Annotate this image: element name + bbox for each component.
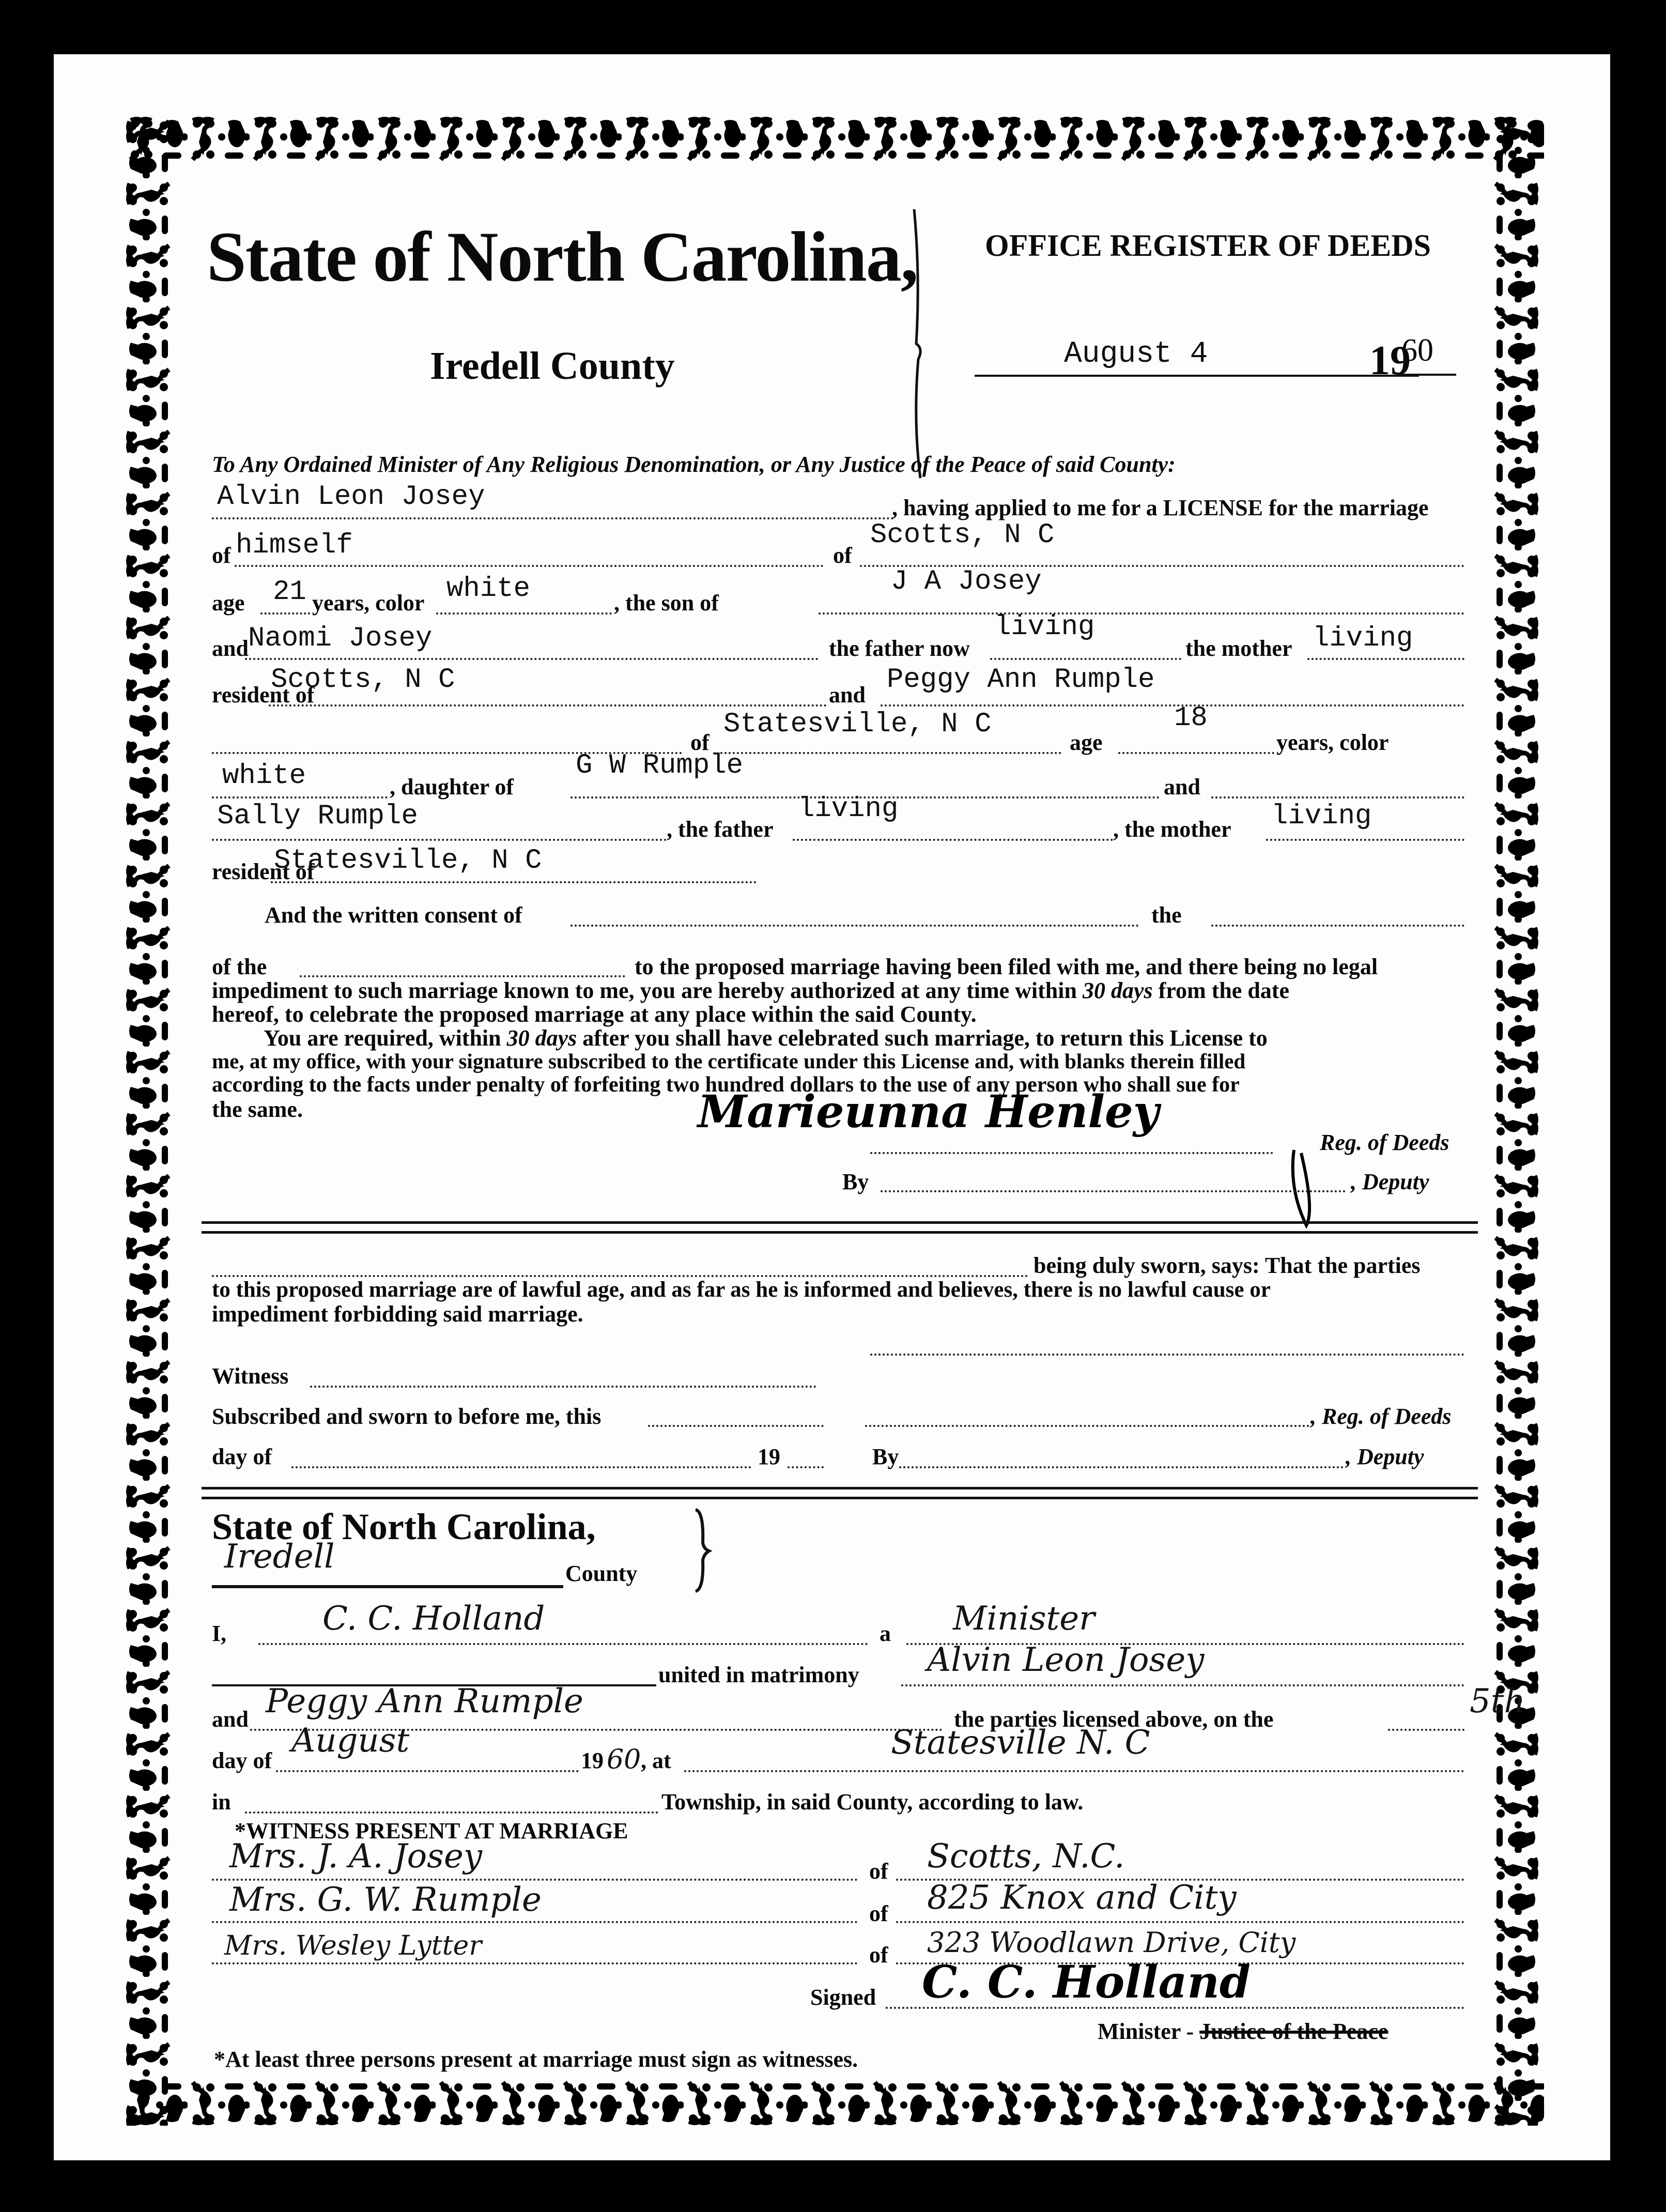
father-now-label: the father now — [829, 636, 970, 661]
county-title: Iredell County — [430, 344, 675, 388]
para2-line1b: after you shall have celebrated such marriage, to return this License to — [582, 1025, 1268, 1051]
applicant-line — [212, 517, 894, 519]
sworn-text: being duly sworn, says: That the parties — [1033, 1253, 1421, 1278]
reg-of-deeds-label-2: , Reg. of Deeds — [1310, 1404, 1452, 1429]
affidavit-line2: to this proposed marriage are of lawful age, and as far as he is informed and believes, there is no lawful cause or — [212, 1278, 1271, 1302]
para1-line2 — [212, 977, 1289, 1004]
by-line — [881, 1190, 1346, 1192]
and-label-2: and — [829, 682, 866, 708]
para2-line3: according to the facts under penalty of forfeiting two hundred dollars to the use of any person who shall sue for — [212, 1073, 1240, 1097]
by-label: By — [842, 1169, 869, 1194]
year-prefix: 19 — [1369, 338, 1411, 383]
minister-label-row — [1098, 2018, 1388, 2045]
bride-age: 18 — [1174, 702, 1208, 734]
state-title: State of North Carolina, — [207, 217, 918, 296]
groom-color: white — [446, 573, 531, 605]
groom-parents-residence: Scotts, N C — [271, 664, 455, 696]
witness-1-address: Scotts, N.C. — [927, 1837, 1125, 1876]
ornamental-border-bottom — [126, 2080, 1544, 2126]
office-title: OFFICE REGISTER OF DEEDS — [985, 228, 1431, 263]
signed-line — [886, 2007, 1464, 2009]
subscribed-label: Subscribed and sworn to before me, this — [212, 1404, 601, 1429]
issue-date: August 4 — [1064, 337, 1208, 371]
certificate-county-label: County — [565, 1561, 638, 1586]
of-label-3: of — [690, 730, 709, 755]
son-of-label: , the son of — [614, 590, 719, 616]
witness-1-of: of — [869, 1858, 888, 1884]
officiant-title: Minister — [953, 1600, 1095, 1638]
of-the-label: of the — [212, 954, 267, 979]
year-line — [1398, 374, 1456, 376]
bride-father-status-line — [793, 839, 1113, 841]
of-label: of — [212, 543, 231, 568]
para1-30days: 30 days — [1082, 978, 1153, 1003]
witness-line — [310, 1386, 816, 1388]
marriage-year: 60 — [607, 1744, 641, 1775]
witness-3-name: Mrs. Wesley Lytter — [224, 1930, 482, 1961]
groom-mother: Naomi Josey — [248, 623, 433, 654]
issue-date-line — [975, 375, 1419, 377]
officiant-name: C. C. Holland — [322, 1600, 545, 1638]
signed-label: Signed — [810, 1985, 876, 2010]
bride-residence: Statesville, N C — [723, 709, 992, 740]
groom-father-status-line — [990, 658, 1181, 660]
para1-line2a: impediment to such marriage known to me, you are hereby authorized at any time within — [212, 978, 1077, 1003]
at-label: , at — [641, 1748, 671, 1773]
bride-name-line — [881, 704, 1464, 706]
reg-deeds-line-2 — [865, 1425, 1309, 1427]
bride-color: white — [222, 760, 306, 792]
affiant-signature-line — [870, 1354, 1464, 1356]
by-label-2: By — [872, 1444, 899, 1469]
bride-age-line — [1118, 752, 1274, 754]
deputy-label-2: , Deputy — [1346, 1444, 1424, 1469]
groom-age-line — [260, 612, 310, 615]
bride-mother-line — [212, 839, 667, 841]
para1-line1: to the proposed marriage having been filed with me, and there being no legal — [635, 954, 1378, 979]
certificate-state-title: State of North Carolina, — [212, 1506, 596, 1547]
register-line — [870, 1152, 1273, 1154]
marriage-month: August — [291, 1722, 410, 1760]
applied-text: , having applied to me for a LICENSE for the marriage — [892, 495, 1429, 520]
resident-of-label: resident of — [212, 682, 315, 708]
township-line — [245, 1811, 658, 1814]
the-mother-label-2: , the mother — [1113, 817, 1231, 842]
witness-2-line — [212, 1921, 858, 1923]
signature-flourish — [1284, 1148, 1325, 1231]
bride-parents-residence: Statesville, N C — [274, 845, 542, 877]
para2-30days: 30 days — [506, 1025, 577, 1051]
header-brace — [909, 204, 930, 483]
groom-mother-line — [245, 658, 819, 660]
bride-father: G W Rumple — [576, 750, 744, 781]
section-divider-2 — [202, 1487, 1478, 1499]
marriage-place: Statesville N. C — [891, 1724, 1150, 1762]
witness-heading: *WITNESS PRESENT AT MARRIAGE — [235, 1818, 628, 1844]
para2-line1a: You are required, within — [264, 1025, 501, 1051]
reg-of-deeds-label: Reg. of Deeds — [1320, 1130, 1449, 1155]
ornamental-border-top — [126, 116, 1544, 162]
groom-mother-status: living — [1313, 623, 1413, 654]
ornamental-border-left — [126, 116, 171, 2126]
para2-line4: the same. — [212, 1097, 303, 1122]
groom-mother-status-line — [1307, 658, 1464, 660]
footnote: *At least three persons present at marriage must sign as witnesses. — [214, 2047, 858, 2072]
certificate-county-value: Iredell — [224, 1538, 335, 1576]
witness-2-of: of — [869, 1901, 888, 1926]
consent-line — [570, 925, 1139, 927]
officiant-signature: C. C. Holland — [922, 1956, 1251, 2008]
the-mother-label: the mother — [1185, 636, 1292, 661]
witness-1-name: Mrs. J. A. Josey — [229, 1837, 482, 1876]
para2-line2: me, at my office, with your signature subscribed to the certificate under this License and, with blanks therein filled — [212, 1049, 1246, 1073]
justice-label-struck: Justice of the Peace — [1199, 2019, 1389, 2044]
groom-father-line — [819, 612, 1464, 615]
daughter-of-label: , daughter of — [390, 774, 514, 800]
affidavit-line3: impediment forbidding said marriage. — [212, 1301, 583, 1327]
years-color-label: years, color — [312, 590, 425, 616]
groom-ref: himself — [236, 530, 353, 561]
certificate-and-label: and — [212, 1707, 249, 1732]
united-label: united in matrimony — [658, 1662, 859, 1687]
groom-parents-residence-line — [269, 704, 827, 706]
groom-age: 21 — [273, 576, 306, 608]
section-divider-1 — [202, 1221, 1478, 1234]
officiant-line — [258, 1643, 868, 1645]
groom-color-line — [436, 612, 612, 615]
bride-mother: Sally Rumple — [217, 801, 418, 832]
parties-label: the parties licensed above, on the — [954, 1707, 1274, 1732]
certificate-bride: Peggy Ann Rumple — [266, 1682, 583, 1721]
document-paper — [54, 54, 1610, 2160]
by-line-2 — [899, 1466, 1344, 1468]
certificate-brace — [692, 1507, 713, 1594]
i-label: I, — [212, 1621, 227, 1646]
marriage-place-line — [684, 1770, 1464, 1772]
bride-name: Peggy Ann Rumple — [887, 664, 1155, 696]
groom-ref-line — [235, 565, 824, 567]
witness-2-address-line — [896, 1921, 1464, 1923]
bride-parents-residence-line — [271, 881, 757, 883]
a-label: a — [880, 1621, 891, 1646]
groom-father-status: living — [994, 611, 1095, 643]
certificate-county-line — [212, 1585, 563, 1588]
day-of-label: day of — [212, 1444, 272, 1469]
the-father-label: , the father — [667, 817, 774, 842]
resident-of-label-2: resident of — [212, 859, 315, 884]
para1-line3: hereof, to celebrate the proposed marriage at any place within the said County. — [212, 1002, 977, 1027]
para1-line2b: from the date — [1158, 978, 1289, 1003]
applicant-name: Alvin Leon Josey — [217, 481, 485, 513]
year-suffix: 60 — [1401, 333, 1433, 368]
ornamental-border-right — [1493, 116, 1539, 2126]
groom-residence: Scotts, N C — [870, 519, 1055, 551]
marriage-month-line — [276, 1770, 579, 1772]
of-label-2: of — [833, 543, 852, 568]
witness-2-name: Mrs. G. W. Rumple — [229, 1881, 542, 1919]
deputy-label: , Deputy — [1351, 1169, 1429, 1194]
year-line-2 — [788, 1466, 824, 1468]
and-label-3: and — [1164, 774, 1200, 800]
township-label: Township, in said County, according to law. — [661, 1789, 1084, 1815]
year-label: 19 — [758, 1444, 780, 1469]
certificate-day-of-label: day of — [212, 1748, 272, 1773]
consent-the-line — [1211, 925, 1464, 927]
witness-3-address: 323 Woodlawn Drive, City — [927, 1926, 1296, 1959]
bride-color-line — [212, 796, 388, 798]
marriage-day: 5th — [1470, 1682, 1525, 1721]
bride-father-status: living — [798, 793, 899, 825]
subscribed-line — [648, 1425, 824, 1427]
minister-label: Minister - — [1098, 2019, 1194, 2044]
register-signature: Marieunna Henley — [698, 1086, 1159, 1138]
day-of-line — [291, 1466, 751, 1468]
years-color-label-2: years, color — [1276, 730, 1389, 755]
salutation: To Any Ordained Minister of Any Religious Denomination, or Any Justice of the Peace of said County: — [212, 452, 1176, 477]
para2-line1 — [264, 1025, 1268, 1051]
certificate-year-printed: 19 — [581, 1748, 604, 1773]
and-label: and — [212, 636, 249, 661]
bride-and-line — [1211, 796, 1464, 798]
certificate-groom-line — [901, 1684, 1464, 1686]
bride-mother-status-line — [1266, 839, 1464, 841]
age-label-2: age — [1070, 730, 1103, 755]
witness-label: Witness — [212, 1363, 289, 1389]
witness-3-of: of — [869, 1942, 888, 1968]
bride-mother-status: living — [1271, 801, 1372, 832]
certificate-groom: Alvin Leon Josey — [927, 1641, 1205, 1679]
consent-label: And the written consent of — [265, 902, 522, 928]
bride-residence-line — [720, 752, 1061, 754]
groom-father: J A Josey — [891, 566, 1042, 597]
consent-the-label: the — [1151, 902, 1182, 928]
marriage-day-line — [1388, 1729, 1464, 1731]
in-label: in — [212, 1789, 231, 1815]
witness-2-address: 825 Knox and City — [927, 1879, 1237, 1917]
age-label: age — [212, 590, 245, 616]
witness-3-line — [212, 1962, 858, 1964]
